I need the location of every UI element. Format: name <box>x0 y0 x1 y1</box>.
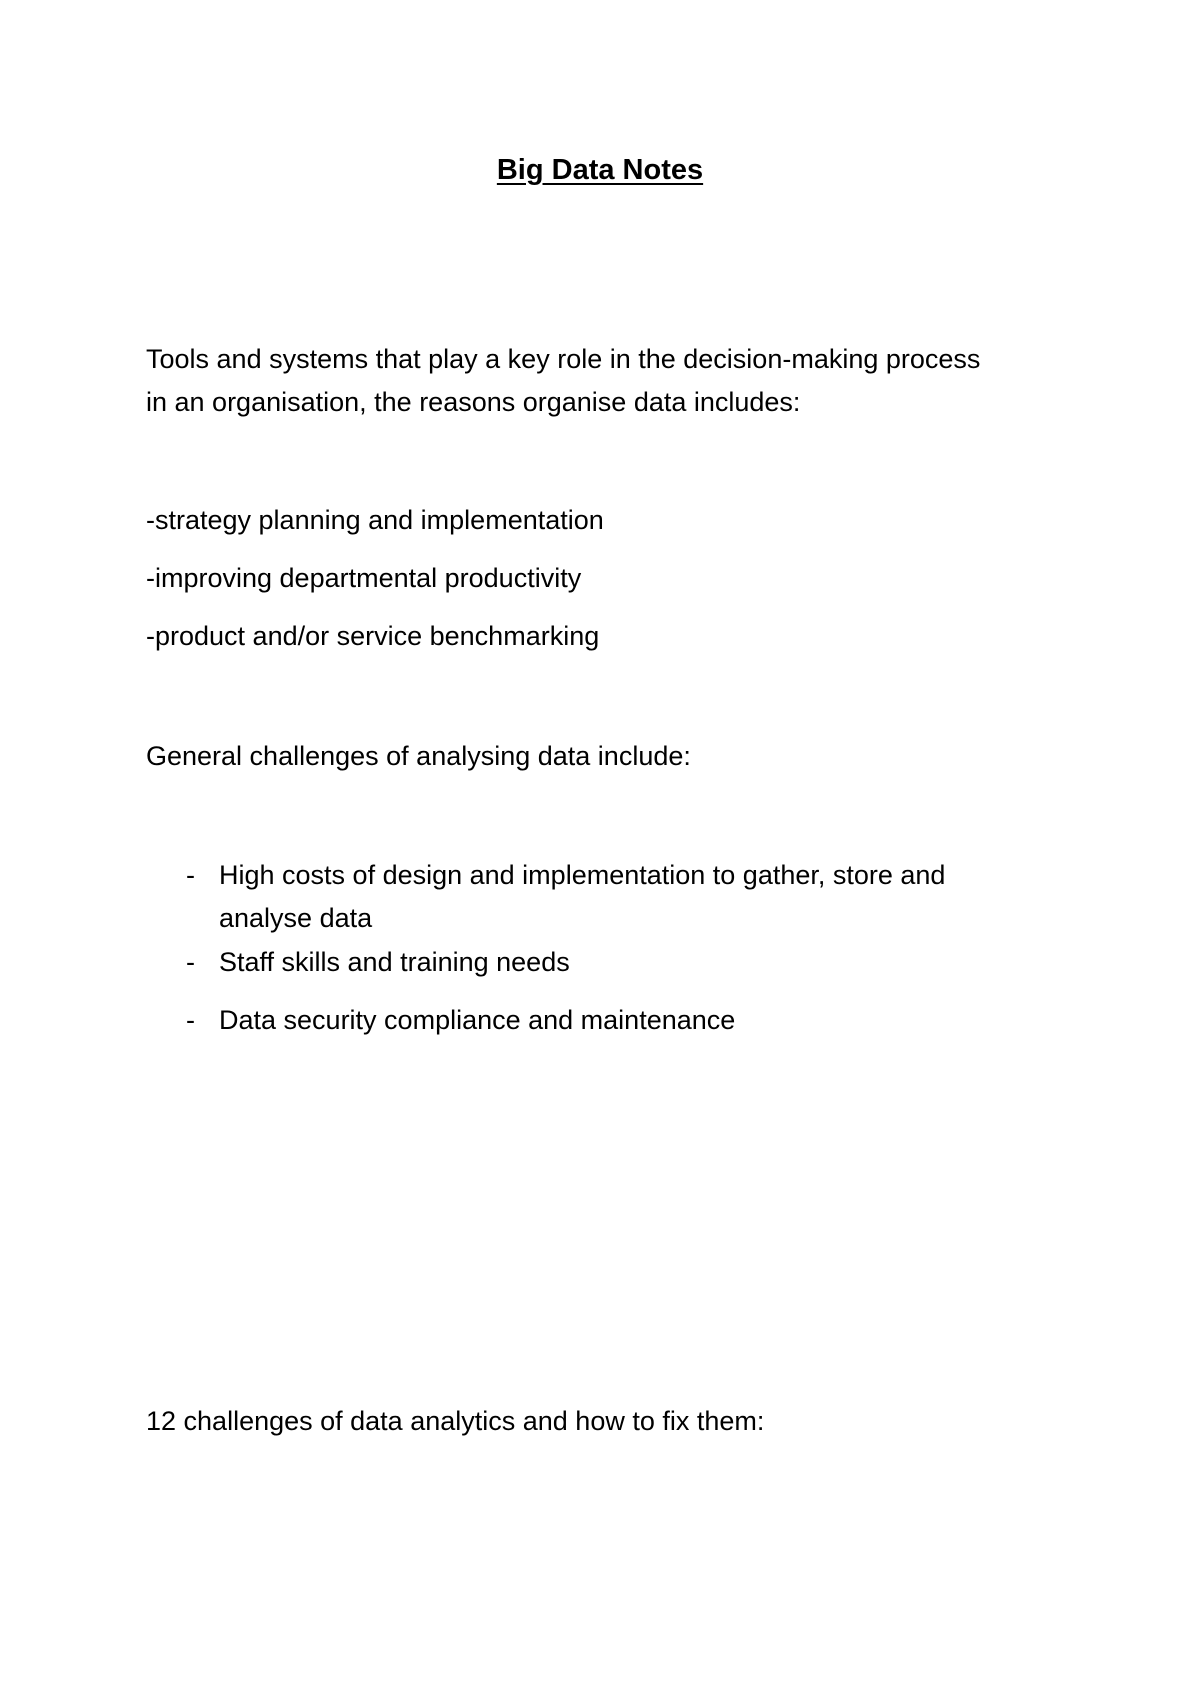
reason-item: -strategy planning and implementation <box>146 505 604 535</box>
challenge-text <box>219 999 735 1042</box>
intro-line: Tools and systems that play a key role in the decision-making process <box>146 344 981 374</box>
challenge-line: High costs of design and implementation to gather, store and <box>219 860 946 890</box>
challenge-line: analyse data <box>219 903 373 933</box>
challenge-text <box>219 941 570 984</box>
challenge-line: Data security compliance and maintenance <box>219 1005 736 1035</box>
challenge-text <box>219 854 945 940</box>
document-title: Big Data Notes <box>496 154 704 186</box>
dash-bullet: - <box>186 947 195 977</box>
reason-item: -product and/or service benchmarking <box>146 621 600 651</box>
reason-item: -improving departmental productivity <box>146 563 582 593</box>
dash-bullet: - <box>186 1005 195 1035</box>
dash-bullet: - <box>186 860 195 890</box>
final-heading: 12 challenges of data analytics and how to fix them: <box>146 1406 765 1436</box>
intro-line: in an organisation, the reasons organise data includes: <box>146 387 801 417</box>
challenge-line: Staff skills and training needs <box>219 947 570 977</box>
challenges-heading: General challenges of analysing data include: <box>146 741 691 771</box>
intro-paragraph <box>146 338 980 424</box>
